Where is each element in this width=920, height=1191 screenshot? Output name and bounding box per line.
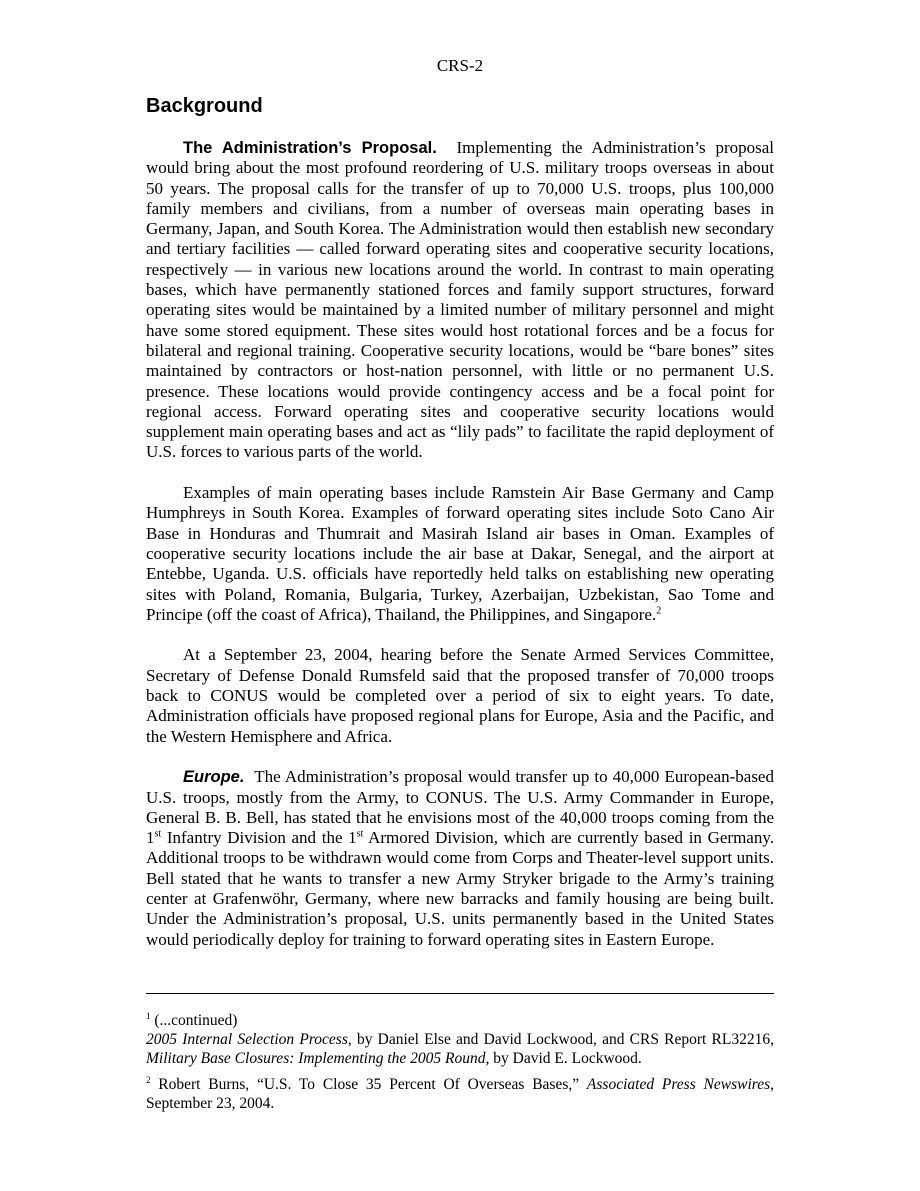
footnote-body — [146, 1030, 774, 1068]
footnote-text: , by Daniel Else and David Lockwood, and CRS Report RL32216, — [347, 1031, 774, 1048]
page-header: CRS-2 — [436, 56, 484, 75]
runin-heading-europe: Europe. — [183, 768, 245, 787]
footnote-reference: 2 — [656, 605, 662, 617]
paragraph-examples — [146, 483, 774, 625]
footnote-text: by David E. Lockwood. — [489, 1050, 642, 1067]
ordinal-suffix: st — [154, 828, 162, 840]
paragraph-rumsfeld-hearing — [146, 645, 774, 746]
report-title: Military Base Closures: Implementing the 2005 Round, — [146, 1050, 490, 1067]
footnote-text: (...continued) — [150, 1012, 238, 1029]
paragraph-administration-proposal — [146, 138, 774, 463]
footnote-text: , September 23, 2004. — [146, 1076, 774, 1112]
footnote-1 — [146, 1011, 774, 1068]
footnote-2 — [146, 1075, 774, 1113]
footnotes — [146, 1011, 774, 1120]
section-heading: Background — [146, 95, 263, 117]
paragraph-text: Examples of main operating bases include Ramstein Air Base Germany and Camp Humphreys in South Korea. Examples of forward operating sites include Soto Cano Air Base in Honduras and Thumrait and Masirah Island air bases in Oman. Examples of cooperative security locations include the air base at Dakar, Senegal, and the airport at Entebbe, Uganda. U.S. officials have reportedly held talks on establishing new operating sites with Poland, Romania, Bulgaria, Turkey, Azerbaijan, Uzbekistan, Sao Tome and Principe (off the coast of Africa), Thailand, the Philippines, and Singapore. — [146, 483, 774, 624]
footnote-marker: 2 — [146, 1074, 151, 1085]
runin-heading-proposal: The Administration’s Proposal. — [183, 139, 437, 157]
footnote-separator — [146, 993, 774, 994]
report-title: 2005 Internal Selection Process — [146, 1031, 348, 1048]
paragraph-text: The Administration’s proposal would transfer up to 40,000 European-based U.S. troops, mostly from the Army, to CONUS. The U.S. Army Commander in Europe, General B. B. Bell, has stated that he envisions most of the 40,000 troops coming from the 1 — [146, 767, 774, 848]
body-text — [146, 138, 774, 970]
footnote-text: Robert Burns, “U.S. To Close 35 Percent Of Overseas Bases,” — [150, 1076, 587, 1093]
paragraph-text: Armored Division, which are currently based in Germany. Additional troops to be withdrawn would come from Corps and Theater-level support units. Bell stated that he wants to transfer a new Army Stryker brigade to the Army’s training center at Grafenwöhr, Germany, where new barracks and family housing are being built. Under the Administration’s proposal, U.S. units permanently based in the United States would periodically deploy for training to forward operating sites in Eastern Europe. — [146, 828, 774, 949]
source-title: Associated Press Newswires — [586, 1076, 771, 1093]
paragraph-text: Infantry Division and the 1 — [161, 828, 357, 848]
paragraph-europe — [146, 767, 774, 950]
ordinal-suffix: st — [356, 828, 364, 840]
paragraph-text: At a September 23, 2004, hearing before the Senate Armed Services Committee, Secretary of Defense Donald Rumsfeld said that the proposed transfer of 70,000 troops back to CONUS would be completed over a period of six to eight years. To date, Administration officials have proposed regional plans for Europe, Asia and the Pacific, and the Western Hemisphere and Africa. — [146, 645, 774, 746]
footnote-continued-line — [146, 1011, 774, 1030]
paragraph-text: Implementing the Administration’s proposal would bring about the most profound reordering of U.S. military troops overseas in about 50 years. The proposal calls for the transfer of up to 70,000 U.S. troops, plus 100,000 family members and civilians, from a number of overseas main operating bases in Germany, Japan, and South Korea. The Administration would then establish new secondary and tertiary facilities — called forward operating sites and cooperative security locations, respectively — in various new locations around the world. In contrast to main operating bases, which have permanently stationed forces and family support structures, forward operating sites would be maintained by a limited number of military personnel and might have some stored equipment. These sites would host rotational forces and be a focus for bilateral and regional training. Cooperative security locations, would be “bare bones” sites maintained by contractors or host-nation personnel, with little or no permanent U.S. presence. These locations would provide contingency access and be a focal point for regional access. Forward operating sites and cooperative security locations would supplement main operating bases and act as “lily pads” to facilitate the rapid deployment of U.S. forces to various parts of the world. — [146, 138, 774, 462]
footnote-marker: 1 — [146, 1010, 151, 1021]
